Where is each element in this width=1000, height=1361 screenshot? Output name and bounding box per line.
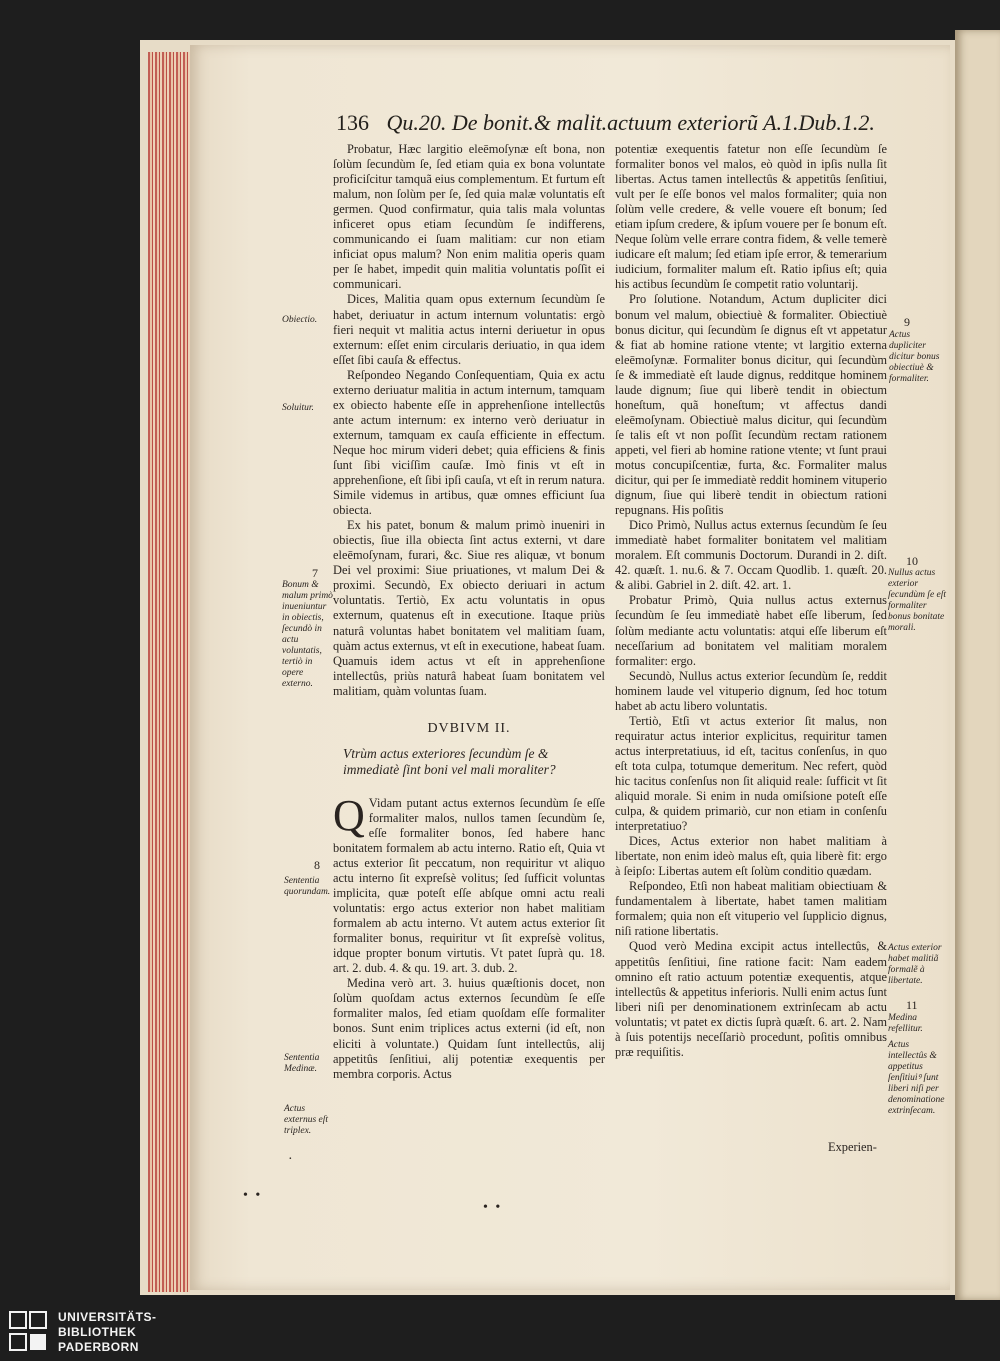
margin-number-10: 10 bbox=[906, 554, 918, 568]
logo-line: BIBLIOTHEK bbox=[58, 1325, 137, 1339]
catchword: Experien- bbox=[828, 1140, 877, 1154]
margin-note-nullus: Nullus actus exterior ſecundùm ſe eſt formaliter bonus bonitate morali. bbox=[888, 568, 947, 633]
margin-number-9: 9 bbox=[904, 315, 910, 329]
column-left bbox=[333, 142, 605, 1082]
margin-number-8: 8 bbox=[314, 858, 320, 872]
paragraph: Secundò, Nullus actus exterior ſecundùm ſe, reddit hominem laude vel vituperio dignum, ſed hoc totum habet ab actu libero voluntatis. bbox=[615, 668, 887, 713]
paragraph: Dico Primò, Nullus actus externus ſecundùm ſe ſeu immediatè habet formaliter bonitatem vel malitiam moralem. Eſt communis Doctorum. Durandi in 2. diſt. 42. quæſt. 1. nu.6. & 7. Occam Quodlib. 1. quæſt. 20. & alibi. Gabriel in 2. diſt. 42. art. 1. bbox=[615, 518, 887, 593]
running-title: Qu.20. De bonit.& malit.actuum exteriorũ A.1.Dub.1.2. bbox=[386, 110, 875, 135]
paragraph: Dices, Malitia quam opus externum ſecundùm ſe habet, deriuatur in actum internum voluntatis: ergò fieri nequit vt malitia actus interni deriuetur in opus externum: eſſet enim circularis deriuatio, in qua idem eſſet ſibi cauſa & effectus. bbox=[333, 292, 605, 367]
margin-note-exterior: Actus exterior habet malitiã formalẽ à libertate. bbox=[888, 943, 942, 986]
margin-note-soluitur: Soluitur. bbox=[282, 403, 314, 413]
margin-number-11: 11 bbox=[906, 998, 918, 1012]
paragraph bbox=[333, 790, 605, 977]
library-logo bbox=[8, 1308, 238, 1358]
dubium-heading: DVBIVM II. bbox=[427, 720, 511, 736]
bleed-dots: · bbox=[288, 1152, 295, 1167]
paragraph: Probatur Primò, Quia nullus actus externus ſecundùm ſe ſeu immediatè habet eſſe liberum, ſed ſolùm mediante actu voluntatis: atqui eſſe liberum eſt neceſſarium ad bonitatem vel malitiam moralem formaliter: ergo. bbox=[615, 593, 887, 668]
margin-note-intellectus: Actus intellectûs & appetitus ſenſitiuiꝰ ſunt liberi niſi per denominatione extrinſecam. bbox=[888, 1040, 945, 1116]
dubium-question: Vtrùm actus exteriores ſecundùm ſe & immediatè ſint boni vel mali moraliter? bbox=[343, 745, 556, 777]
margin-note-medina-refellitur: Medina refellitur. bbox=[888, 1013, 923, 1034]
bleed-dots: • • bbox=[243, 1188, 263, 1203]
margin-note-triplex: Actus externus eſt triplex. bbox=[284, 1104, 329, 1136]
paragraph: Tertiò, Etſi vt actus exterior ſit malus, non requiratur actus interior explicitus, requiritur tamen actus interpretatiuus, id eſt, tacitus conſenſus, in quo eſt tota culpa, totumque demeritum. Nec refert, quòd hic tacitus conſenſus non ſit aliquid reale: ſufficit vt ſit aliquid morale. Si enim in nuda omiſsione poteſt eſſe culpa, & quidem primariò, cur non etiam in conſenſu interpretatiuo? bbox=[615, 713, 887, 834]
logo-line: PADERBORN bbox=[58, 1340, 139, 1354]
margin-note-bonum: Bonum & malum primò inueniuntur in obiectis, ſecundò in actu voluntatis, tertiò in opere externo. bbox=[282, 580, 333, 689]
margin-note-sententia: Sententia quorundam. bbox=[284, 876, 331, 897]
paragraph: Probatur, Hæc largitio eleēmoſynæ eſt bona, non ſolùm ſecundùm ſe, ſed etiam quia ex bona voluntate proficiſcitur tamquã eius complementum. Et furtum eſt malum, non ſolùm per ſe, ſed quia malæ voluntatis eſt germen. Quod confirmatur, quia talis mala voluntas inficeret opus etiam ſecundùm ſe indifferens, communicando ei ſuam malitiam: cur non etiam inficiat opus malum? Non enim malitia operis quam per ſe habet, impedit quin malitia voluntatis poſſit ei communicari. bbox=[333, 142, 605, 292]
paragraph: Quod verò Medina excipit actus intellectûs, & appetitûs ſenſitiui, ſine ratione facit: Nam eadem omnino eſt ratio actuum potentiæ exequentis, atque intellectûs & appetitus inferioris. Nulli enim actus ſunt liberi niſi per denominationem extrinſecam ab actu voluntatis; vt patet ex dictis ſuprà quæſt. 6. art. 2. Nam à ſuis potentijs neceſſariò procedunt, poſitis omnibus præ requiſitis. bbox=[615, 939, 887, 1059]
margin-note-obiectio: Obiectio. bbox=[282, 315, 318, 325]
paragraph: Reſpondeo Negando Conſequentiam, Quia ex actu externo deriuatur malitia in actum internum, tamquam ex obiecto habente eſſe in apprehenſione intellectûs ante actum internum: ex interno verò deriuatur in externum, tamquam ex cauſa efficiente in effectum. Neque hoc mirum videri debet; quia efficiens & finis ſunt ſibi viciſſim cauſæ. Imò finis vt eſt in apprehenſione, eſt ſibi ipſi cauſa, vt eſt in rerum natura. Simile videmus in artibus, quæ omnes efficiunt ſua obiecta. bbox=[333, 367, 605, 518]
paragraph: Medina verò art. 3. huius quæſtionis docet, non ſolùm quoſdam actus externos ſecundùm ſe eſſe formaliter malos, ſed etiam quoſdam eſſe formaliter bonos. Sunt enim triplices actus externi (id eſt, non eliciti à voluntate.) Quidam ſunt intellectûs, alij appetitûs ſenſitiui, alij potentiæ exequentis per membra corporis. Actus bbox=[333, 976, 605, 1081]
drop-cap: Q bbox=[333, 790, 365, 840]
page-edge-stripes bbox=[148, 52, 190, 1292]
margin-number-7: 7 bbox=[312, 566, 318, 580]
paragraph: Pro ſolutione. Notandum, Actum dupliciter dici bonum vel malum, obiectiuè & formaliter. Obiectiuè bonus dicitur, qui ſecundùm ſe dignus eſt vt appetatur & fiat ab homine ratione vtente; vt largitio externa eleēmoſynæ. Formaliter bonus dicitur, qui ſecundùm ſe & immediatè eſt laude dignus, redditque hominem laude dignum; ſiue qui liberè tendit in obiectum honeſtum, quã honeſtum; vt affectus dandi eleēmoſynam. Obiectiuè malus dicitur, qui ſecundùm ſe talis eſt vt non poſſit ſecundùm rectam rationem appeti, vel fieri ab homine ratione vtente; vt ſunt praui motus concupiſcentiæ, furta, &c. Formaliter malus dicitur, qui per ſe immediatè reddit hominem vituperio dignum, ſiue qui liberè tendit in obiectum rationi repugnans. His poſitis bbox=[615, 292, 887, 518]
paragraph: potentiæ exequentis fatetur non eſſe ſecundùm ſe formaliter bonos vel malos, eò quòd in ipſis nulla ſit libertas. Actus tamen intellectûs & appetitûs ſenſitiui, vult per ſe eſſe bonos vel malos formaliter; quia non ſolùm velle credere, & velle vouere eſt bonum; ſed etiam ipſum credere, & ipſum vouere per ſe bonum eſt. Neque ſolùm velle errare contra fidem, & velle temerè iudicare eſt malum; ſed etiam ipſe error, & temerarium iudicium, formaliter malum eſt. Ratio ipſius eſt; quia his actibus ſecundùm ſe competit ratio voluntarij. bbox=[615, 142, 887, 292]
paragraph: Reſpondeo, Etſi non habeat malitiam obiectiuam & fundamentalem à libertate, habet tamen malitiam formalem; quia non eſt vituperio vel ſupplicio dignus, niſi ratione libertatis. bbox=[615, 879, 887, 939]
paragraph-text: Vidam putant actus externos ſecundùm ſe eſſe formaliter malos, nullos tamen ſecundùm ſe, eſſe formaliter bonos, ſed habere hanc bonitatem formalem ab actu interno. Ratio eſt, Quia vt actus exterior ſit peccatum, non requiritur vt aliquo actu interno ſit expreſsè volitus; ſed ſufficit voluntas implicita, quæ poteſt eſſe abſque omni actu reali voluntatis: ergo actus exterior non habet malitiam formalem ab actu interno. Vt autem actus exterior ſit formaliter bonus, requiritur vt ſit expreſsè volitus, idque propter bonum virtutis. Vt patet ſuprà qu. 18. art. 2. dub. 4. & qu. 19. art. 3. dub. 2. bbox=[333, 795, 605, 976]
margin-note-dupliciter: Actus dupliciter dicitur bonus obiectiuè & formaliter. bbox=[889, 330, 940, 384]
bleed-dots: • • bbox=[483, 1200, 503, 1215]
column-right bbox=[615, 142, 887, 1060]
page-number: 136 bbox=[336, 110, 369, 135]
paragraph: Dices, Actus exterior non habet malitiam à libertate, non enim ideò malus eſt, quia liberè fit: ergo à ſeipſo: Libertas autem eſt ſolùm conditio quædam. bbox=[615, 834, 887, 879]
margin-note-medina: Sententia Medinæ. bbox=[284, 1053, 320, 1074]
library-logo-icon bbox=[8, 1310, 50, 1354]
library-logo-text bbox=[58, 1310, 157, 1355]
logo-line: UNIVERSITÄTS- bbox=[58, 1310, 157, 1324]
running-head bbox=[336, 110, 926, 144]
facing-page-edge bbox=[955, 30, 1000, 1300]
paragraph: Ex his patet, bonum & malum primò inueniri in obiectis, ſiue illa obiecta ſint actus externi, vt dare eleēmoſynam, furari, &c. Siue res aliquæ, vt bonum Dei vel proximi: Siue priuationes, vt malum Dei & proximi. Secundò, Ex obiecto deriuari in actum voluntatis. Tertiò, Ex actu voluntatis in opus externum, quatenus eſt in executione. Itaque priùs naturâ voluntas habet bonitatem vel malitiam ſuam, quàm actus externus, vt eſt in executione, habeat ſuam. Quamuis idem actus vt eſt in apprehenſione intellectûs, priùs naturâ habeat ſuam bonitatem vel malitiam, quàm voluntas ſuam. bbox=[333, 518, 605, 698]
